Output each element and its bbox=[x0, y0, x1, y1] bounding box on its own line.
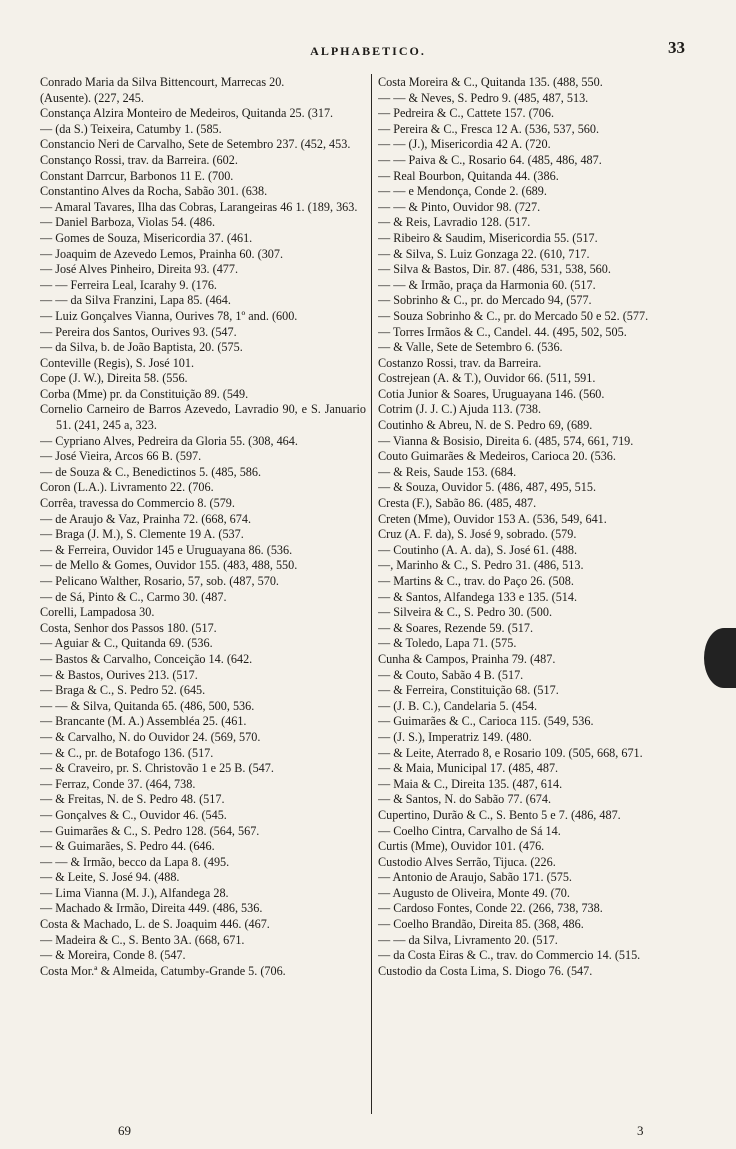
directory-entry: — & Valle, Sete de Setembro 6. (536. bbox=[378, 340, 563, 355]
directory-entry: — Amaral Tavares, Ilha das Cobras, Larangeiras 46 1. (189, 363. bbox=[40, 199, 358, 214]
directory-entry: — Brancante (M. A.) Assembléa 25. (461. bbox=[40, 714, 247, 729]
directory-entry: — & Craveiro, pr. S. Christovão 1 e 25 B. (547. bbox=[40, 761, 274, 776]
directory-entry: — Guimarães & C., Carioca 115. (549, 536. bbox=[378, 714, 594, 729]
directory-entry: Costa & Machado, L. de S. Joaquim 446. (467. bbox=[40, 917, 270, 932]
directory-entry: — Joaquim de Azevedo Lemos, Prainha 60. (307. bbox=[40, 246, 284, 261]
directory-entry: — Luiz Gonçalves Vianna, Ourives 78, 1º and. (600. bbox=[40, 308, 298, 323]
directory-entry: — & Silva, S. Luiz Gonzaga 22. (610, 717. bbox=[378, 246, 590, 261]
directory-entry: — Pelicano Walther, Rosario, 57, sob. (487, 570. bbox=[40, 574, 279, 588]
directory-entry: Creten (Mme), Ouvidor 153 A. (536, 549, 641. bbox=[378, 511, 607, 526]
directory-entry: — Torres Irmãos & C., Candel. 44. (495, 502, 505. bbox=[378, 324, 627, 339]
directory-entry: — & Leite, S. José 94. (488. bbox=[40, 870, 180, 885]
directory-entry: Constanço Rossi, trav. da Barreira. (602. bbox=[40, 152, 238, 167]
directory-entry: Cunha & Campos, Prainha 79. (487. bbox=[378, 651, 556, 666]
page-number: 33 bbox=[668, 38, 685, 57]
directory-entry: — José Alves Pinheiro, Direita 93. (477. bbox=[40, 262, 239, 277]
directory-entry: — (J. S.), Imperatriz 149. (480. bbox=[378, 729, 532, 744]
directory-entry: — Martins & C., trav. do Paço 26. (508. bbox=[378, 574, 574, 588]
directory-entry: — & Reis, Lavradio 128. (517. bbox=[378, 215, 531, 230]
directory-entry: — & Carvalho, N. do Ouvidor 24. (569, 570. bbox=[40, 729, 261, 744]
directory-entry: — Sobrinho & C., pr. do Mercado 94, (577. bbox=[378, 293, 592, 308]
directory-entry: — Daniel Barboza, Violas 54. (486. bbox=[40, 215, 216, 230]
directory-entry: — & Guimarães, S. Pedro 44. (646. bbox=[40, 839, 215, 854]
directory-entry: — Pedreira & C., Cattete 157. (706. bbox=[378, 106, 555, 121]
directory-entry: — Ribeiro & Saudim, Misericordia 55. (517. bbox=[378, 230, 598, 245]
directory-entry: — Madeira & C., S. Bento 3A. (668, 671. bbox=[40, 932, 245, 947]
directory-entry: — Guimarães & C., S. Pedro 128. (564, 567. bbox=[40, 823, 260, 838]
directory-entry: Constantino Alves da Rocha, Sabão 301. (638. bbox=[40, 184, 268, 199]
directory-entry: Constant Darrcur, Barbonos 11 E. (700. bbox=[40, 168, 234, 183]
directory-entry: Costa Moreira & C., Quitanda 135. (488, 550. bbox=[378, 75, 603, 89]
directory-entry: Corba (Mme) pr. da Constituição 89. (549. bbox=[40, 386, 249, 401]
directory-entry: Coron (L.A.). Livramento 22. (706. bbox=[40, 480, 214, 495]
directory-entry: — & Freitas, N. de S. Pedro 48. (517. bbox=[40, 792, 225, 807]
directory-entry: — & Bastos, Ourives 213. (517. bbox=[40, 667, 198, 682]
directory-entry: — Real Bourbon, Quitanda 44. (386. bbox=[378, 168, 559, 183]
directory-entry: — — & Irmão, praça da Harmonia 60. (517. bbox=[378, 277, 596, 292]
directory-entry: Constança Alzira Monteiro de Medeiros, Quitanda 25. (317. bbox=[40, 106, 334, 121]
directory-entry: — — & Pinto, Ouvidor 98. (727. bbox=[378, 199, 541, 214]
directory-entry: Couto Guimarães & Medeiros, Carioca 20. (536. bbox=[378, 449, 616, 464]
directory-entry: Corelli, Lampadosa 30. bbox=[40, 605, 155, 620]
directory-entry: — Souza Sobrinho & C., pr. do Mercado 50 e 52. (577. bbox=[378, 308, 649, 323]
directory-entry: Curtis (Mme), Ouvidor 101. (476. bbox=[378, 839, 545, 854]
page-header-title: ALPHABETICO. bbox=[310, 44, 426, 58]
directory-entry: — Machado & Irmão, Direita 449. (486, 536. bbox=[40, 901, 263, 916]
directory-entry: (Ausente). (227, 245. bbox=[40, 90, 144, 105]
directory-entry: — (J. B. C.), Candelaria 5. (454. bbox=[378, 698, 538, 713]
directory-entry: — — & Neves, S. Pedro 9. (485, 487, 513. bbox=[378, 90, 589, 105]
directory-entry: — Silveira & C., S. Pedro 30. (500. bbox=[378, 605, 553, 620]
directory-entry: Cresta (F.), Sabão 86. (485, 487. bbox=[378, 496, 537, 511]
directory-entry: Cope (J. W.), Direita 58. (556. bbox=[40, 371, 188, 386]
right-column bbox=[378, 75, 696, 1115]
directory-entry: — Coutinho (A. A. da), S. José 61. (488. bbox=[378, 542, 578, 557]
directory-entry: — Silva & Bastos, Dir. 87. (486, 531, 538, 560. bbox=[378, 262, 611, 277]
directory-entry: — Cypriano Alves, Pedreira da Gloria 55. (308, 464. bbox=[40, 433, 298, 448]
directory-entry: — Bastos & Carvalho, Conceição 14. (642. bbox=[40, 651, 253, 666]
directory-entry: — & Santos, N. do Sabão 77. (674. bbox=[378, 792, 551, 807]
directory-entry: — — & Irmão, becco da Lapa 8. (495. bbox=[40, 854, 230, 869]
directory-entry: — & Ferreira, Ouvidor 145 e Uruguayana 86. (536. bbox=[40, 542, 293, 557]
directory-entry: — Maia & C., Direita 135. (487, 614. bbox=[378, 776, 563, 791]
directory-entry: — & Santos, Alfandega 133 e 135. (514. bbox=[378, 589, 578, 604]
directory-entry: Costanzo Rossi, trav. da Barreira. bbox=[378, 355, 542, 370]
directory-entry: Coutinho & Abreu, N. de S. Pedro 69, (689. bbox=[378, 418, 593, 433]
left-column bbox=[40, 75, 366, 1115]
directory-entry: Costa Mor.ª & Almeida, Catumby-Grande 5. (706. bbox=[40, 963, 286, 978]
directory-entry: — de Mello & Gomes, Ouvidor 155. (483, 488, 550. bbox=[40, 558, 298, 573]
directory-entry: Cotrim (J. J. C.) Ajuda 113. (738. bbox=[378, 402, 542, 417]
directory-entry: — & Reis, Saude 153. (684. bbox=[378, 464, 517, 479]
directory-entry: Cornelio Carneiro de Barros Azevedo, Lavradio 90, e S. Januario 51. (241, 245 a, 323. bbox=[40, 402, 366, 433]
directory-entry: — — e Mendonça, Conde 2. (689. bbox=[378, 184, 547, 199]
directory-entry: Corrêa, travessa do Commercio 8. (579. bbox=[40, 496, 235, 511]
directory-entry: — & Soares, Rezende 59. (517. bbox=[378, 620, 534, 635]
directory-entry: — Pereira & C., Fresca 12 A. (536, 537, 560. bbox=[378, 121, 600, 136]
directory-entry: — Antonio de Araujo, Sabão 171. (575. bbox=[378, 870, 572, 885]
directory-entry: — — Ferreira Leal, Icarahy 9. (176. bbox=[40, 277, 217, 292]
directory-entry: — Braga & C., S. Pedro 52. (645. bbox=[40, 683, 206, 698]
directory-entry: — — & Silva, Quitanda 65. (486, 500, 536. bbox=[40, 698, 255, 713]
directory-entry: — Lima Vianna (M. J.), Alfandega 28. bbox=[40, 885, 229, 900]
directory-entry: — de Souza & C., Benedictinos 5. (485, 586. bbox=[40, 464, 262, 479]
page-edge-mark bbox=[704, 628, 736, 688]
directory-entry: — José Vieira, Arcos 66 B. (597. bbox=[40, 449, 202, 464]
directory-entry: Costrejean (A. & T.), Ouvidor 66. (511, 591. bbox=[378, 371, 596, 386]
directory-entry: — da Silva, b. de João Baptista, 20. (575. bbox=[40, 340, 243, 355]
directory-entry: — Aguiar & C., Quitanda 69. (536. bbox=[40, 636, 213, 651]
directory-entry: — — da Silva, Livramento 20. (517. bbox=[378, 932, 558, 947]
directory-entry: Conrado Maria da Silva Bittencourt, Marrecas 20. bbox=[40, 75, 285, 89]
directory-entry: — da Costa Eiras & C., trav. do Commercio 14. (515. bbox=[378, 948, 641, 963]
directory-entry: — & Souza, Ouvidor 5. (486, 487, 495, 515. bbox=[378, 480, 597, 495]
directory-entry: — Cardoso Fontes, Conde 22. (266, 738, 738. bbox=[378, 901, 603, 916]
directory-entry: — & Toledo, Lapa 71. (575. bbox=[378, 636, 517, 651]
directory-entry: — Vianna & Bosisio, Direita 6. (485, 574, 661, 719. bbox=[378, 433, 634, 448]
directory-entry: — Coelho Brandão, Direita 85. (368, 486. bbox=[378, 917, 584, 932]
directory-entry: — & Ferreira, Constituição 68. (517. bbox=[378, 683, 559, 698]
directory-entry: Cotia Junior & Soares, Uruguayana 146. (560. bbox=[378, 386, 605, 401]
directory-entry: — Gomes de Souza, Misericordia 37. (461. bbox=[40, 230, 253, 245]
directory-entry: — & Couto, Sabão 4 B. (517. bbox=[378, 667, 524, 682]
directory-entry: Costa, Senhor dos Passos 180. (517. bbox=[40, 620, 217, 635]
directory-entry: — — da Silva Franzini, Lapa 85. (464. bbox=[40, 293, 231, 308]
directory-entry: Conteville (Regis), S. José 101. bbox=[40, 355, 195, 370]
directory-entry: — Augusto de Oliveira, Monte 49. (70. bbox=[378, 885, 570, 900]
directory-entry: — & Moreira, Conde 8. (547. bbox=[40, 948, 186, 963]
directory-entry: — Ferraz, Conde 37. (464, 738. bbox=[40, 776, 196, 791]
directory-entry: — de Sá, Pinto & C., Carmo 30. (487. bbox=[40, 589, 227, 604]
directory-entry: —, Marinho & C., S. Pedro 31. (486, 513. bbox=[378, 558, 584, 573]
directory-entry: — Coelho Cintra, Carvalho de Sá 14. bbox=[378, 823, 561, 838]
directory-entry: — & Maia, Municipal 17. (485, 487. bbox=[378, 761, 559, 776]
signature-mark-right: 3 bbox=[637, 1123, 644, 1138]
directory-entry: — de Araujo & Vaz, Prainha 72. (668, 674. bbox=[40, 511, 251, 526]
directory-entry: Cruz (A. F. da), S. José 9, sobrado. (579. bbox=[378, 527, 577, 542]
directory-entry: Custodio Alves Serrão, Tijuca. (226. bbox=[378, 854, 556, 869]
directory-entry: — Pereira dos Santos, Ourives 93. (547. bbox=[40, 324, 237, 339]
directory-entry: — — Paiva & C., Rosario 64. (485, 486, 487. bbox=[378, 152, 602, 167]
directory-entry: — Gonçalves & C., Ouvidor 46. (545. bbox=[40, 807, 227, 822]
directory-entry: — & Leite, Aterrado 8, e Rosario 109. (505, 668, 671. bbox=[378, 745, 643, 760]
directory-entry: Constancio Neri de Carvalho, Sete de Setembro 237. (452, 453. bbox=[40, 137, 351, 152]
directory-entry: — & C., pr. de Botafogo 136. (517. bbox=[40, 745, 214, 760]
directory-entry: — (da S.) Teixeira, Catumby 1. (585. bbox=[40, 121, 222, 136]
directory-entry: — Braga (J. M.), S. Clemente 19 A. (537. bbox=[40, 527, 244, 542]
directory-entry: Custodio da Costa Lima, S. Diogo 76. (547. bbox=[378, 963, 593, 978]
directory-entry: — — (J.), Misericordia 42 A. (720. bbox=[378, 137, 551, 152]
signature-mark-left: 69 bbox=[118, 1123, 131, 1138]
column-divider bbox=[371, 74, 372, 1114]
directory-entry: Cupertino, Durão & C., S. Bento 5 e 7. (486, 487. bbox=[378, 807, 621, 822]
